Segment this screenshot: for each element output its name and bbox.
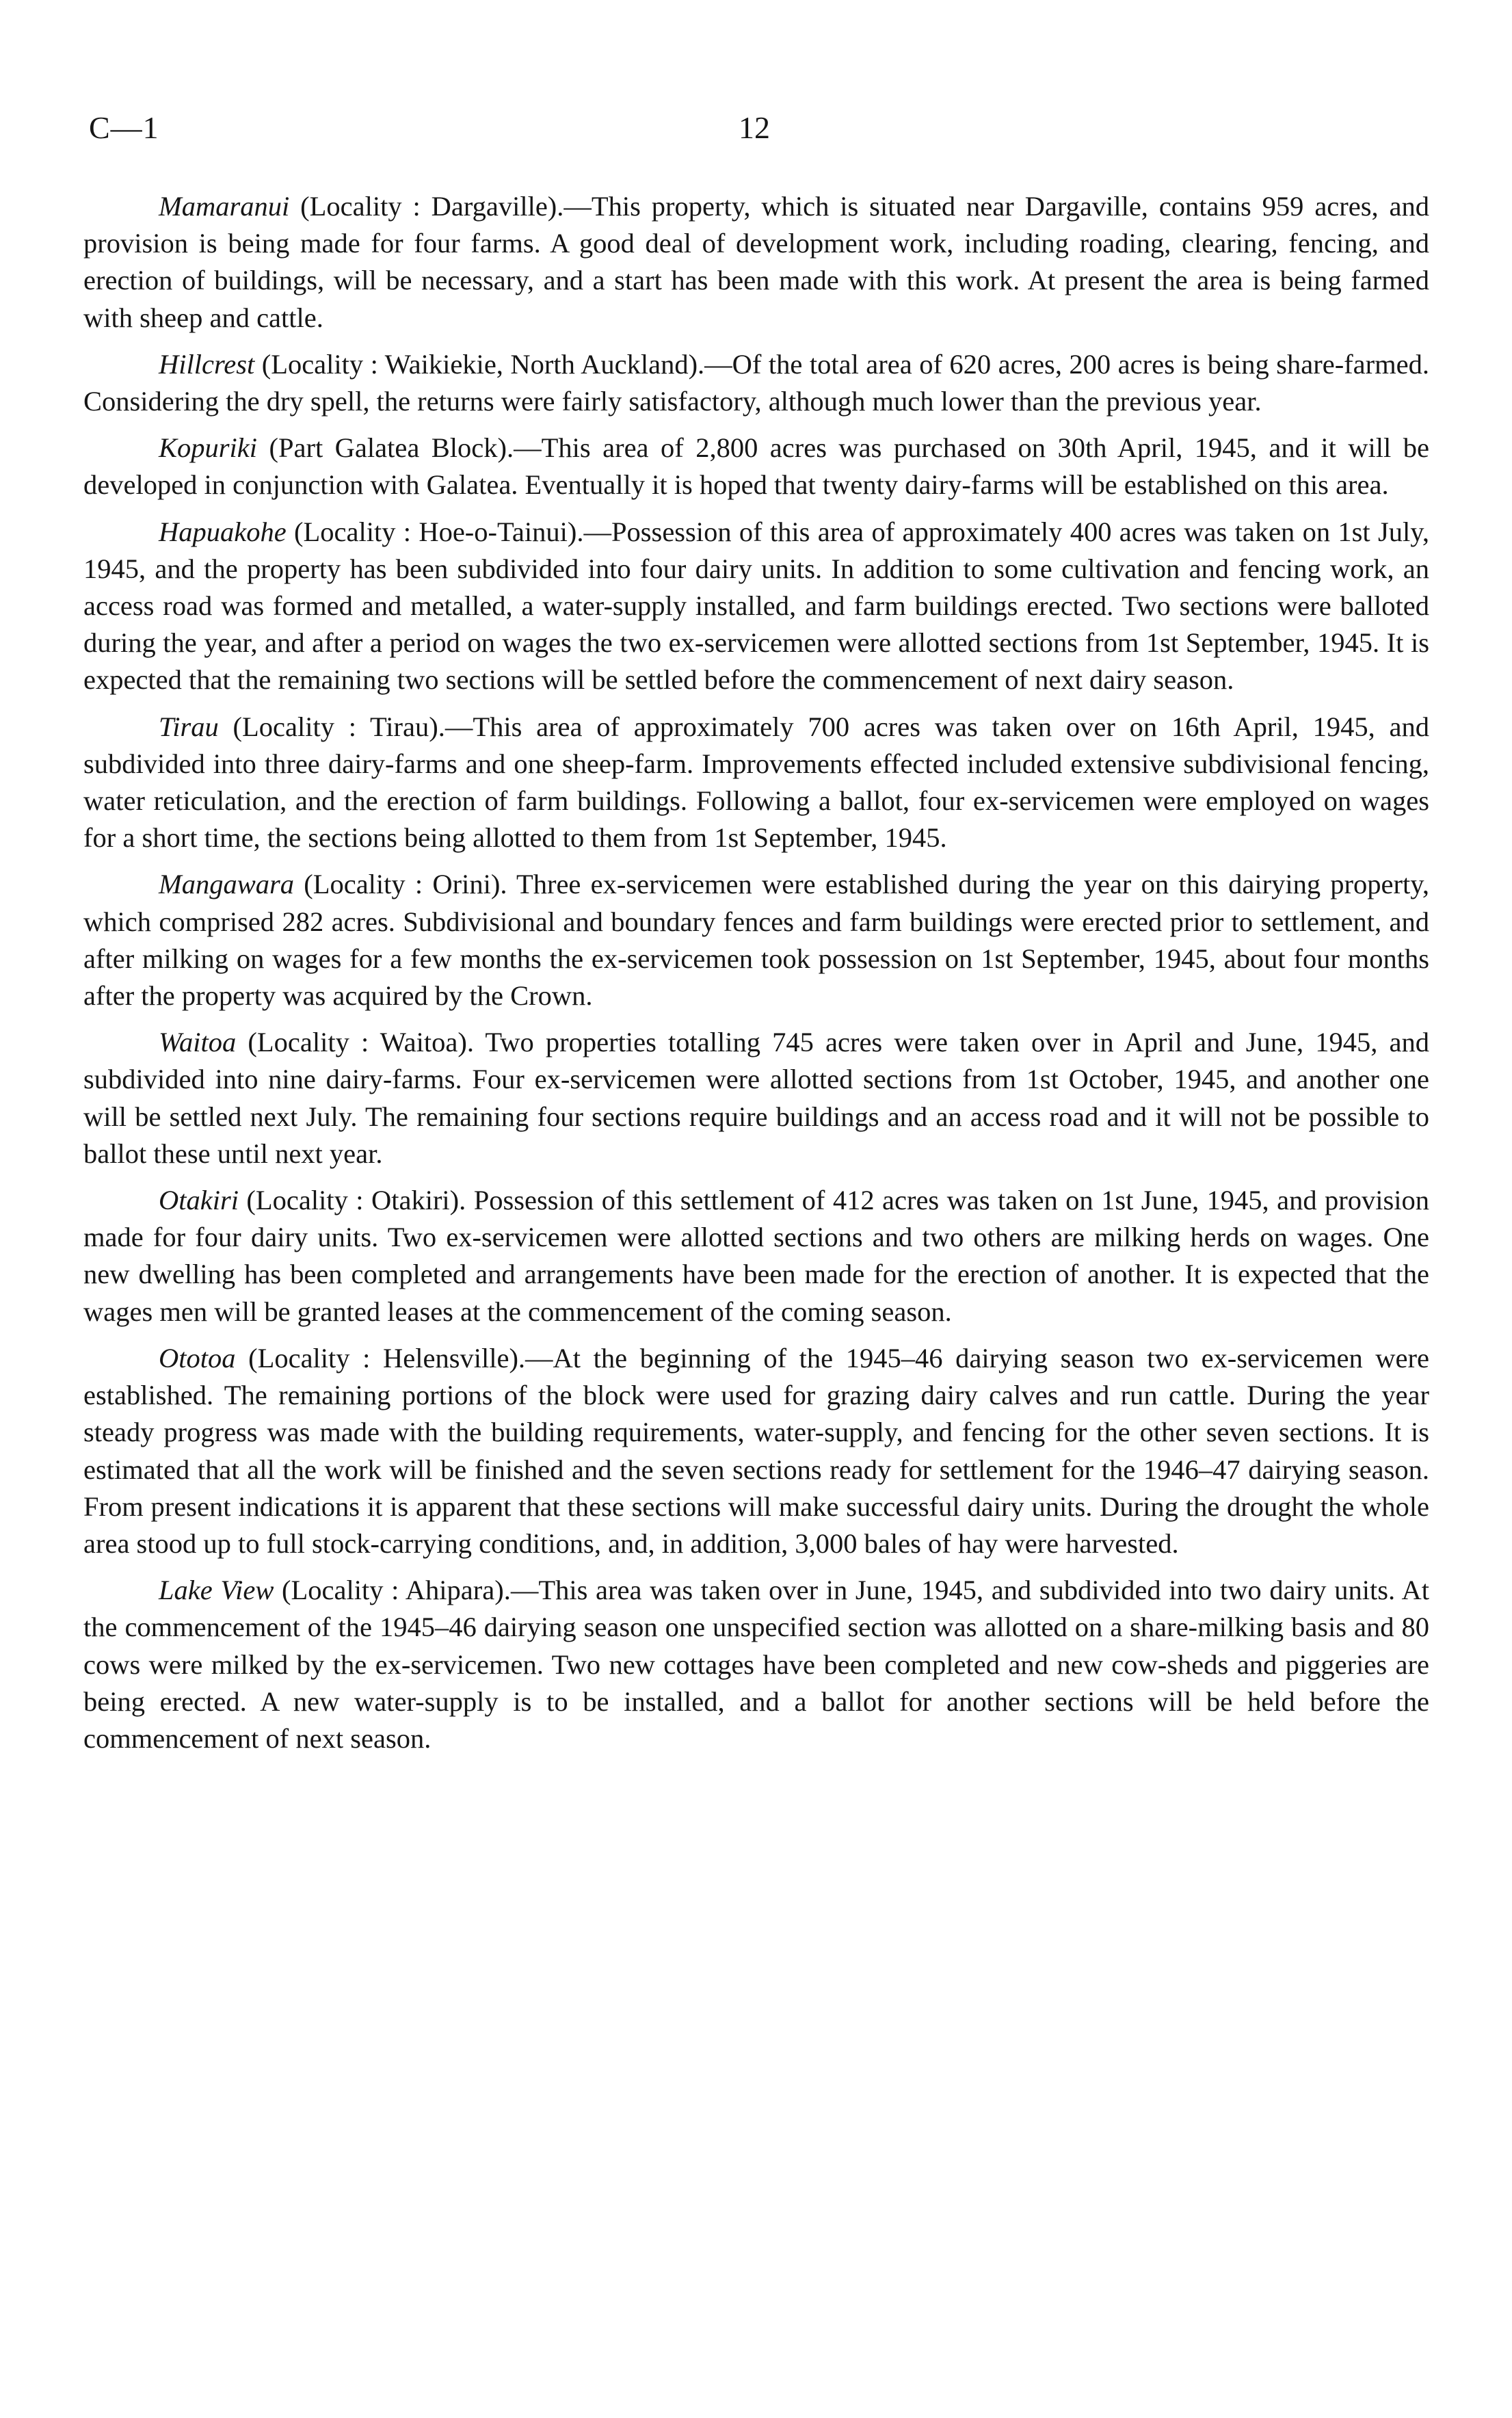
- paragraph-text: (Locality : Tirau).—This area of approximately 700 acres was taken over on 16th April, 1945, and subdivided into three dairy-farms and one sheep-farm. Improvements effected included extensive subdivisional fencing, water reticulation, and the erection of farm buildings. Following a ballot, four ex-servicemen were employed on wages for a short time, the sections being allotted to them from 1st September, 1945.: [83, 711, 1429, 854]
- paragraph-text: (Locality : Otakiri). Possession of this settlement of 412 acres was taken on 1st June, 1945, and provision made for four dairy units. Two ex-servicemen were allotted sections and two others are milking herds on wages. One new dwelling has been completed and arrangements have been made for the erection of another. It is expected that the wages men will be granted leases at the commencement of the coming season.: [83, 1185, 1429, 1327]
- property-name: Kopuriki: [159, 432, 258, 464]
- paragraph-text: (Locality : Waikiekie, North Auckland).—Of the total area of 620 acres, 200 acres is being share-farmed. Considering the dry spell, the returns were fairly satisfactory, although much lower than the previous year.: [83, 348, 1429, 417]
- paragraph-waitoa: [83, 1024, 1429, 1172]
- property-name: Waitoa: [159, 1027, 237, 1058]
- property-name: Hapuakohe: [159, 516, 287, 547]
- property-name: Tirau: [159, 711, 219, 742]
- paragraph-text: (Locality : Waitoa). Two properties totalling 745 acres were taken over in April and June, 1945, and subdivided into nine dairy-farms. Four ex-servicemen were allotted sections from 1st October, 1945, and another one will be settled next July. The remaining four sections require buildings and an access road and it will not be possible to ballot these until next year.: [83, 1027, 1429, 1169]
- property-name: Lake View: [159, 1575, 274, 1606]
- property-name: Ototoa: [159, 1342, 236, 1374]
- paragraph-text: (Locality : Hoe-o-Tainui).—Possession of this area of approximately 400 acres was taken on 1st July, 1945, and the property has been subdivided into four dairy units. In addition to some cultivation and fencing work, an access road was formed and metalled, a water-supply installed, and farm buildings erected. Two sections were balloted during the year, and after a period on wages the two ex-servicemen were allotted sections from 1st September, 1945. It is expected that the remaining two sections will be settled before the commencement of next dairy season.: [83, 516, 1429, 696]
- document-body: [83, 188, 1429, 1767]
- document-reference: C—1: [89, 110, 159, 145]
- paragraph-lake-view: [83, 1572, 1429, 1757]
- property-name: Otakiri: [159, 1185, 239, 1216]
- property-name: Mangawara: [159, 869, 295, 900]
- paragraph-mangawara: [83, 866, 1429, 1014]
- paragraph-tirau: [83, 709, 1429, 857]
- paragraph-hapuakohe: [83, 514, 1429, 699]
- paragraph-mamaranui: [83, 188, 1429, 337]
- paragraph-otakiri: [83, 1182, 1429, 1330]
- paragraph-text: (Part Galatea Block).—This area of 2,800 acres was purchased on 30th April, 1945, and it will be developed in conjunction with Galatea. Eventually it is hoped that twenty dairy-farms will be established on this area.: [83, 432, 1429, 501]
- page-number: 12: [739, 110, 770, 145]
- paragraph-text: (Locality : Dargaville).—This property, which is situated near Dargaville, contains 959 acres, and provision is being made for four farms. A good deal of development work, including roading, clearing, fencing, and erection of buildings, will be necessary, and a start has been made with this work. At present the area is being farmed with sheep and cattle.: [83, 191, 1429, 333]
- property-name: Hillcrest: [159, 348, 255, 380]
- paragraph-text: (Locality : Ahipara).—This area was taken over in June, 1945, and subdivided into two dairy units. At the commencement of the 1945–46 dairying season one unspecified section was allotted on a share-milking basis and 80 cows were milked by the ex-servicemen. Two new cottages have been completed and new cow-sheds and piggeries are being erected. A new water-supply is to be installed, and a ballot for another sections will be held before the commencement of next season.: [83, 1575, 1430, 1754]
- paragraph-ototoa: [83, 1340, 1429, 1562]
- paragraph-text: (Locality : Orini). Three ex-servicemen were established during the year on this dairying property, which comprised 282 acres. Subdivisional and boundary fences and farm buildings were erected prior to settlement, and after milking on wages for a few months the ex-servicemen took possession on 1st September, 1945, about four months after the property was acquired by the Crown.: [83, 869, 1429, 1012]
- page-header: [89, 109, 1423, 157]
- paragraph-kopuriki: [83, 430, 1429, 503]
- property-name: Mamaranui: [159, 191, 290, 222]
- paragraph-text: (Locality : Helensville).—At the beginning of the 1945–46 dairying season two ex-servicemen were established. The remaining portions of the block were used for grazing dairy calves and run cattle. During the year steady progress was made with the building requirements, water-supply, and fencing for the other seven sections. It is estimated that all the work will be finished and the seven sections ready for settlement for the 1946–47 dairying season. From present indications it is apparent that these sections will make successful dairy units. During the drought the whole area stood up to full stock-carrying conditions, and, in addition, 3,000 bales of hay were harvested.: [83, 1342, 1429, 1559]
- paragraph-hillcrest: [83, 346, 1429, 420]
